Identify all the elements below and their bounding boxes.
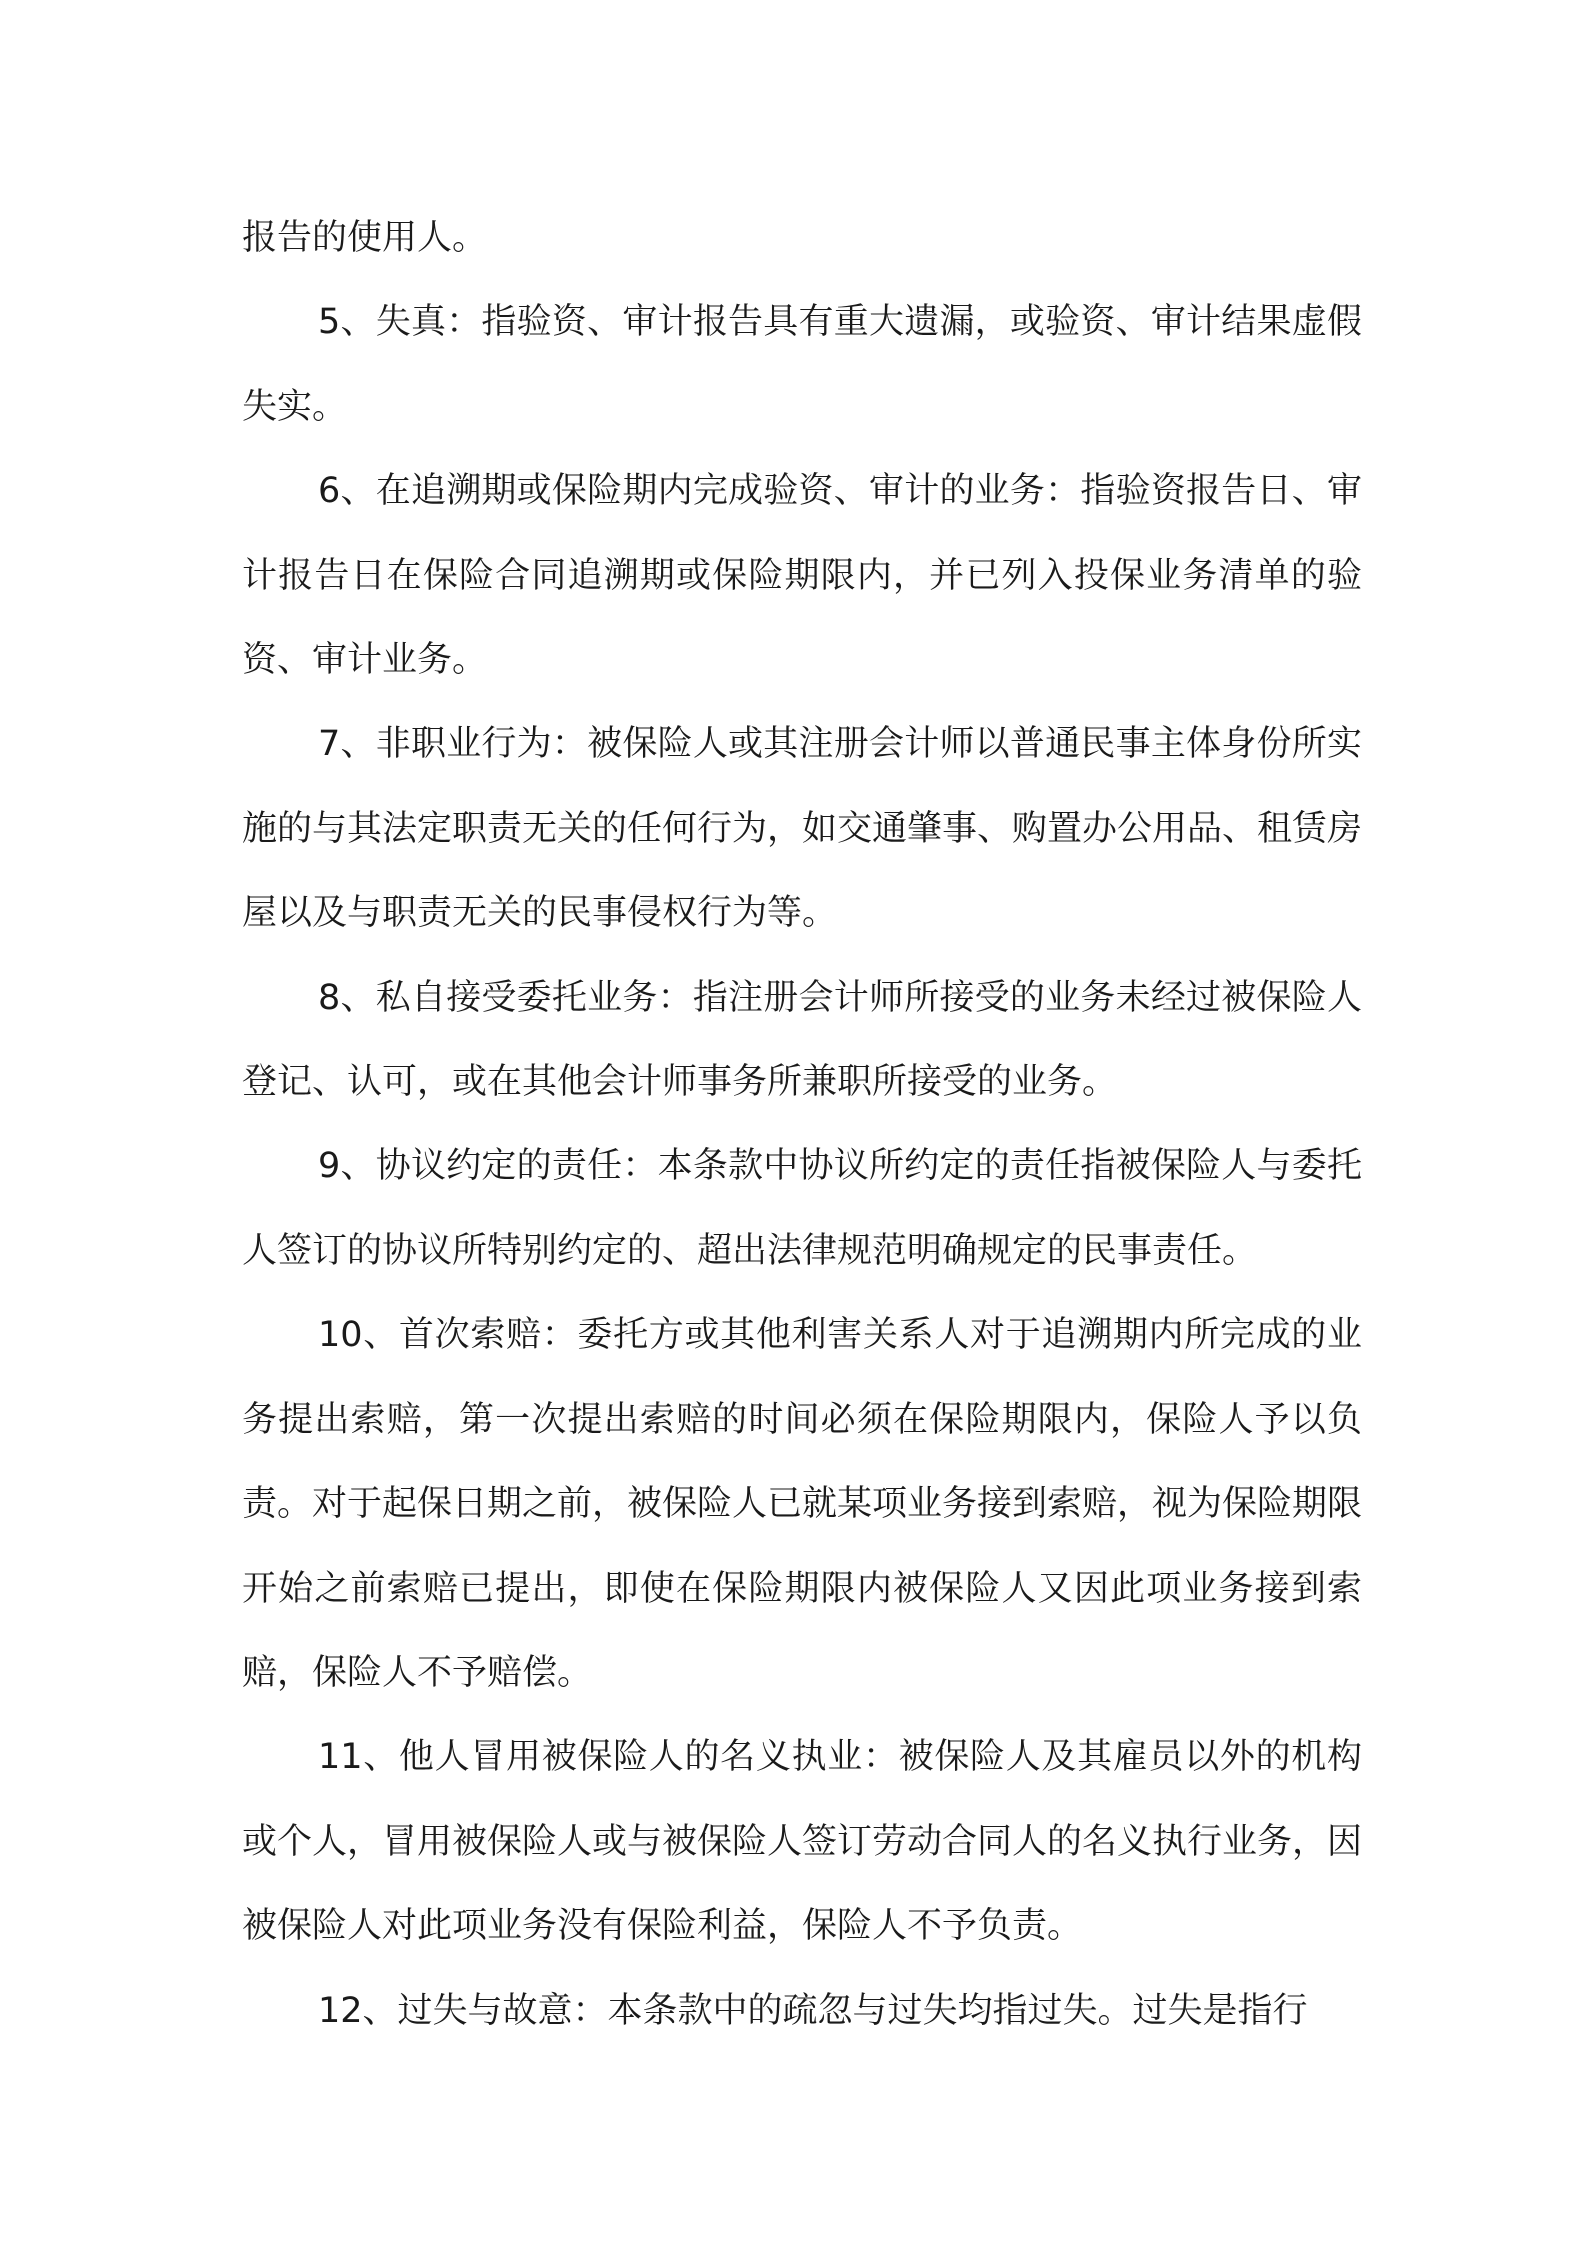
paragraph-item-5: 5、失真：指验资、审计报告具有重大遗漏，或验资、审计结果虚假失实。 xyxy=(242,302,1362,427)
paragraph-item-10: 10、首次索赔：委托方或其他利害关系人对于追溯期内所完成的业务提出索赔，第一次提出索赔的时间必须在保险期限内，保险人予以负责。对于起保日期之前，被保险人已就某项业务接到索赔，视为保险期限开始之前索赔已提出，即使在保险期限内被保险人又因此项业务接到索赔，保险人不予赔偿。 xyxy=(242,1315,1363,1693)
paragraph-item-7: 7、非职业行为：被保险人或其注册会计师以普通民事主体身份所实施的与其法定职责无关的任何行为，如交通肇事、购置办公用品、租赁房屋以及与职责无关的民事侵权行为等。 xyxy=(242,724,1363,934)
paragraph-item-12: 12、过失与故意：本条款中的疏忽与过失均指过失。过失是指行 xyxy=(318,1990,1308,2031)
paragraph-item-8: 8、私自接受委托业务：指注册会计师所接受的业务未经过被保险人登记、认可，或在其他会计师事务所兼职所接受的业务。 xyxy=(242,977,1362,1103)
paragraph-item-6: 6、在追溯期或保险期内完成验资、审计的业务：指验资报告日、审计报告日在保险合同追溯期或保险期限内，并已列入投保业务清单的验资、审计业务。 xyxy=(242,471,1362,681)
paragraph-continuation: 报告的使用人。 xyxy=(242,218,488,258)
paragraph-item-11: 11、他人冒用被保险人的名义执业：被保险人及其雇员以外的机构或个人，冒用被保险人或与被保险人签订劳动合同人的名义执行业务，因被保险人对此项业务没有保险利益，保险人不予负责。 xyxy=(242,1737,1363,1947)
paragraph-item-9: 9、协议约定的责任：本条款中协议所约定的责任指被保险人与委托人签订的协议所特别约定的、超出法律规范明确规定的民事责任。 xyxy=(242,1146,1362,1271)
document-body xyxy=(242,196,1362,2053)
